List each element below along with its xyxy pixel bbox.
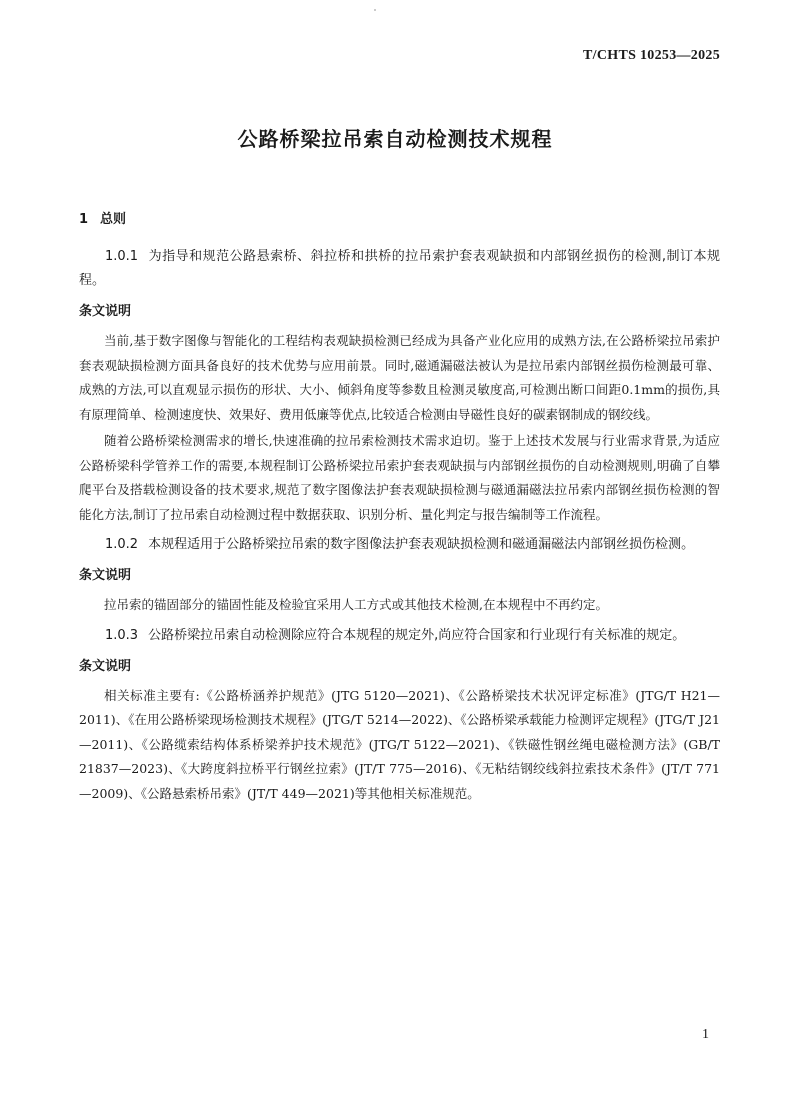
explanation-title: 条文说明	[79, 304, 132, 319]
explanation-paragraph: 相关标准主要有:《公路桥涵养护规范》(JTG 5120—2021)、《公路桥梁技术状况评定标准》(JTG/T H21—2011)、《在用公路桥梁现场检测技术规程》(JTG/T 5214—2022)、《公路桥梁承载能力检测评定规程》(JTG/T J21—2011)、《公路缆索结构体系桥梁养护技术规范》(JTG/T 5122—2021)、《铁磁性钢丝绳电磁检测方法》(GB/T 21837—2023)、《大跨度斜拉桥平行钢丝拉索》(JT/T 775—2016)、《无粘结钢绞线斜拉索技术条件》(JT/T 771—2009)、《公路悬索桥吊索》(JT/T 449—2021)等其他相关标准规范。	[79, 687, 720, 801]
document-title: 公路桥梁拉吊索自动检测技术规程	[237, 127, 553, 151]
scan-speck	[374, 9, 376, 11]
chapter-title: 总则	[100, 212, 127, 227]
clause-number: 1.0.3	[105, 627, 139, 643]
clause-text: 公路桥梁拉吊索自动检测除应符合本规程的规定外,尚应符合国家和行业现行有关标准的规定。	[148, 627, 686, 643]
page-number: 1	[702, 1027, 709, 1042]
explanation-paragraph: 拉吊索的锚固部分的锚固性能及检验宜采用人工方式或其他技术检测,在本规程中不再约定。	[104, 597, 608, 612]
clause-1-0-3	[79, 624, 720, 648]
clause-1-0-1	[79, 245, 720, 293]
explanation-paragraph: 当前,基于数字图像与智能化的工程结构表观缺损检测已经成为具备产业化应用的成熟方法,在公路桥梁拉吊索护套表观缺损检测方面具备良好的技术优势与应用前景。同时,磁通漏磁法被认为是拉吊索内部钢丝损伤检测最可靠、成熟的方法,可以直观显示损伤的形状、大小、倾斜角度等参数且检测灵敏度高,可检测出断口间距0.1mm的损伤,具有原理简单、检测速度快、效果好、费用低廉等优点,比较适合检测由导磁性良好的碳素钢制成的钢绞线。	[79, 333, 720, 422]
explanation-title: 条文说明	[79, 568, 132, 583]
clause-number: 1.0.1	[105, 249, 139, 264]
chapter-heading	[79, 208, 720, 227]
clause-1-0-2	[79, 533, 720, 557]
standard-code: T/CHTS 10253—2025	[583, 48, 720, 63]
explanation-paragraph: 随着公路桥梁检测需求的增长,快速准确的拉吊索检测技术需求迫切。鉴于上述技术发展与行业需求背景,为适应公路桥梁科学管养工作的需要,本规程制订公路桥梁拉吊索护套表观缺损与内部钢丝损伤的自动检测规则,明确了自攀爬平台及搭载检测设备的技术要求,规范了数字图像法护套表观缺损检测与磁通漏磁法拉吊索内部钢丝损伤检测的智能化方法,制订了拉吊索自动检测过程中数据获取、识别分析、量化判定与报告编制等工作流程。	[79, 433, 720, 522]
clause-text: 为指导和规范公路悬索桥、斜拉桥和拱桥的拉吊索护套表观缺损和内部钢丝损伤的检测,制订本规程。	[79, 249, 720, 288]
chapter-number: 1	[79, 212, 89, 227]
clause-number: 1.0.2	[105, 537, 139, 552]
explanation-title: 条文说明	[79, 658, 132, 674]
document-body	[79, 208, 720, 808]
clause-text: 本规程适用于公路桥梁拉吊索的数字图像法护套表观缺损检测和磁通漏磁法内部钢丝损伤检测。	[148, 537, 695, 552]
